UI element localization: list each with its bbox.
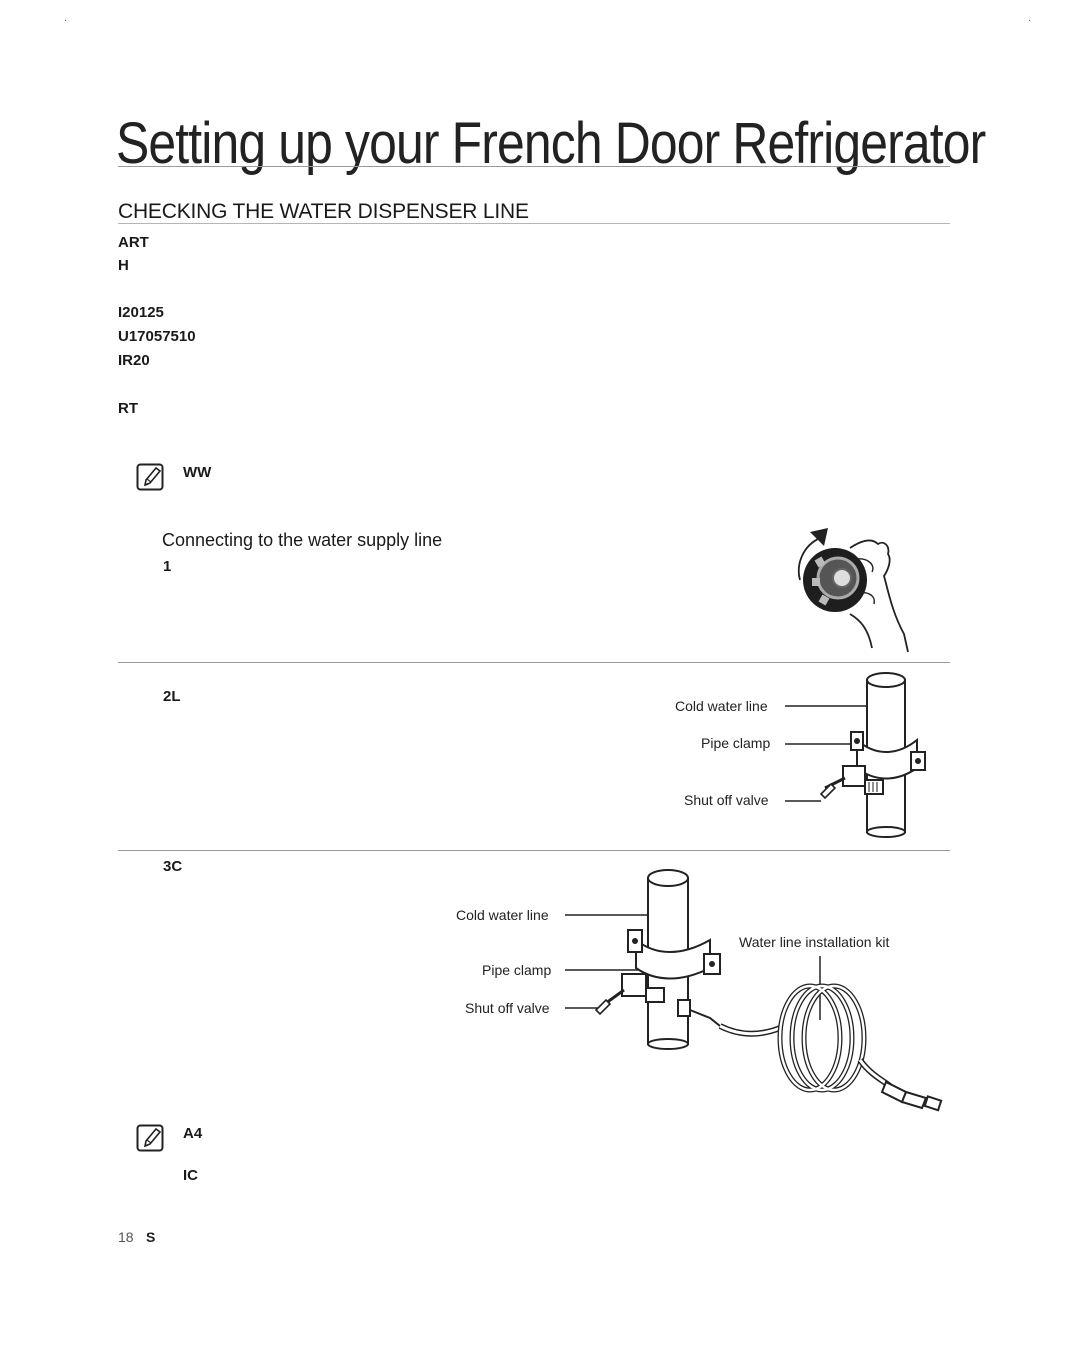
fragment-code-3: IR20 [118, 352, 150, 369]
note-2-text: A4 [183, 1125, 203, 1142]
fig2-shut-off-valve-label: Shut off valve [684, 792, 769, 808]
note-1-text: WW [183, 464, 212, 481]
page-number: 18 [118, 1229, 134, 1245]
page-title: Setting up your French Door Refrigerator [116, 111, 986, 176]
fig3-water-line-kit-label: Water line installation kit [739, 934, 890, 950]
fragment-h: H [118, 257, 129, 274]
corner-mark-right: · [1028, 16, 1032, 27]
section-rule [118, 223, 950, 224]
fig3-shut-off-valve-label: Shut off valve [465, 1000, 550, 1016]
footer-letter: S [146, 1229, 156, 1245]
step-1-number: 1 [163, 558, 172, 575]
corner-mark-left: · [64, 16, 68, 27]
title-rule [118, 166, 950, 167]
fig3-cold-water-line-label: Cold water line [456, 907, 549, 923]
note-3-text: IC [183, 1167, 198, 1184]
fragment-code-2: U17057510 [118, 328, 196, 345]
step-3-number: 3C [163, 858, 183, 875]
fig2-cold-water-line-label: Cold water line [675, 698, 768, 714]
fragment-rt: RT [118, 400, 138, 417]
note-pencil-icon [136, 1124, 166, 1154]
fig3-pipe-clamp-label: Pipe clamp [482, 962, 552, 978]
fragment-art: ART [118, 234, 149, 251]
section-heading: CHECKING THE WATER DISPENSER LINE [118, 200, 529, 223]
step-divider-1 [118, 662, 950, 663]
note-pencil-icon [136, 463, 166, 493]
step-divider-2 [118, 850, 950, 851]
pipe-with-valve-icon [785, 670, 945, 840]
step-2-number: 2L [163, 688, 181, 705]
water-line-coil-icon [560, 860, 950, 1120]
fragment-code-1: I20125 [118, 304, 164, 321]
valve-knob-hand-icon [780, 520, 920, 660]
fig2-pipe-clamp-label: Pipe clamp [701, 735, 771, 751]
subsection-heading: Connecting to the water supply line [162, 530, 443, 550]
